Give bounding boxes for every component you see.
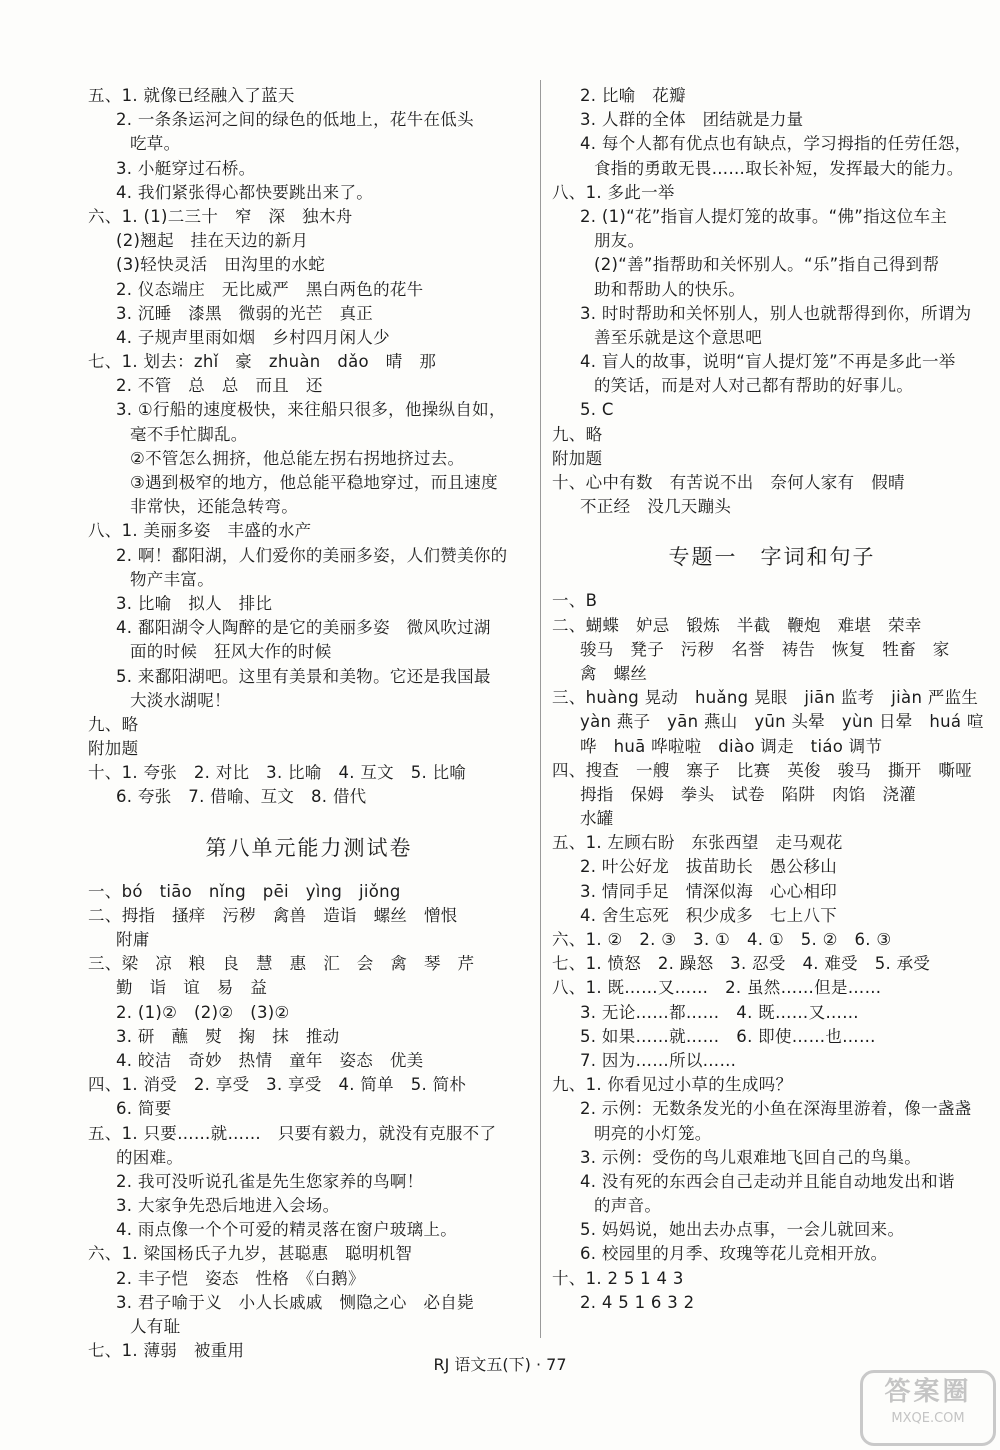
answer-line: 附加题 [552, 448, 603, 468]
answer-line: 拇指 保姆 拳头 试卷 陷阱 肉馅 浇灌 [580, 784, 916, 804]
answer-line: 3. 比喻 拟人 排比 [116, 593, 273, 613]
answer-line: 2. 仪态端庄 无比威严 黑白两色的花牛 [116, 279, 424, 299]
answer-line: 7. 因为……所以…… [580, 1050, 737, 1070]
answer-line: 3. 人群的全体 团结就是力量 [580, 110, 804, 130]
answer-line: 十、1. 2 5 1 4 3 [552, 1268, 684, 1288]
answer-line: 大淡水湖呢！ [130, 690, 231, 710]
section-title: 专题一 字词和句子 [668, 545, 876, 570]
answer-line: 哗 huā 哗啦啦 diào 调走 tiáo 调节 [580, 736, 883, 756]
answer-line: 3. 君子喻于义 小人长戚戚 恻隐之心 必自毙 [116, 1292, 474, 1312]
answer-line: 朋友。 [594, 231, 645, 251]
answer-line: 禽 螺丝 [580, 663, 648, 683]
answer-line: ③遇到极窄的地方，他总能平稳地穿过，而且速度 [130, 473, 498, 492]
answer-line: (2)“善”指帮助和关怀别人。“乐”指自己得到帮 [594, 255, 940, 275]
answer-line: 十、1. 夸张 2. 对比 3. 比喻 4. 互文 5. 比喻 [88, 763, 467, 783]
page-footer: RJ 语文五(下) · 77 [433, 1355, 567, 1374]
answer-line: 五、1. 只要……就…… 只要有毅力，就没有克服不了 [88, 1123, 497, 1143]
answer-line: 四、1. 消受 2. 享受 3. 享受 4. 简单 5. 简朴 [88, 1075, 467, 1095]
answer-line: 非常快，还能急转弯。 [130, 497, 298, 517]
answer-line: 4. 雨点像一个个可爱的精灵落在窗户玻璃上。 [116, 1220, 458, 1240]
answer-line: 2. (1)“花”指盲人提灯笼的故事。“佛”指这位车主 [580, 206, 948, 226]
answer-line: 4. 舍生忘死 积少成多 七上八下 [580, 905, 838, 925]
column-divider [540, 80, 541, 1338]
answer-line: 4. 每个人都有优点也有缺点，学习拇指的任劳任怨， [580, 134, 972, 154]
answer-line: 4. 没有死的东西会自己走动并且能自动地发出和谐 [580, 1171, 955, 1191]
answer-line: 5. 来鄱阳湖吧。这里有美景和美物。它还是我国最 [116, 666, 491, 686]
answer-line: 3. 小艇穿过石桥。 [116, 158, 256, 178]
answer-line: 三、梁 凉 粮 良 慧 惠 汇 会 禽 琴 芹 [88, 954, 475, 974]
answer-line: 3. 示例：受伤的鸟儿艰难地飞回自己的鸟巢。 [580, 1147, 922, 1167]
answer-line: 3. 时时帮助和关怀别人，别人也就帮得到你，所谓为 [580, 303, 972, 323]
answer-line: 4. 盲人的故事，说明“盲人提灯笼”不再是多此一举 [580, 352, 956, 372]
answer-line: 的困难。 [116, 1147, 184, 1167]
answer-line: 4. 皎洁 奇妙 热情 童年 姿态 优美 [116, 1050, 424, 1070]
answer-line: 八、1. 美丽多姿 丰盛的水产 [88, 521, 312, 541]
answer-line: 吃草。 [130, 134, 181, 154]
answer-line: 九、略 [88, 714, 139, 734]
left-column [88, 84, 530, 1363]
answer-line: yàn 燕子 yān 燕山 yūn 头晕 yùn 日晕 huá 喧 [580, 712, 984, 732]
answer-line: 附加题 [88, 739, 139, 759]
answer-line: 2. 叶公好龙 拔苗助长 愚公移山 [580, 857, 838, 877]
answer-line: 3. 情同手足 情深似海 心心相印 [580, 881, 838, 901]
answer-line: 不正经 没几天蹦头 [580, 497, 732, 517]
answer-line: 十、心中有数 有苦说不出 奈何人家有 假晴 [552, 473, 905, 492]
answer-line: 七、1. 愤怒 2. 躁怒 3. 忍受 4. 难受 5. 承受 [552, 954, 931, 974]
answer-line: 2. 我可没听说孔雀是先生您家养的鸟啊！ [116, 1171, 424, 1191]
answer-line: 4. 我们紧张得心都快要跳出来了。 [116, 182, 374, 202]
answer-line: 3. 研 蘸 熨 掬 抹 推动 [116, 1026, 340, 1046]
answer-line: (2)翘起 挂在天边的新月 [116, 231, 309, 251]
answer-line: 六、1. (1)二三十 窄 深 独木舟 [88, 206, 353, 226]
answer-line: (3)轻快灵活 田沟里的水蛇 [116, 255, 326, 275]
watermark-url: MXQE.COM [891, 1411, 965, 1426]
answer-line: 4. 子规声里雨如烟 乡村四月闲人少 [116, 327, 390, 347]
answer-line: 3. 沉睡 漆黑 微弱的光芒 真正 [116, 303, 374, 323]
answer-line: 5. 如果……就…… 6. 即使……也…… [580, 1026, 876, 1046]
answer-line: 九、略 [552, 424, 603, 444]
answer-line: 物产丰富。 [130, 569, 214, 589]
answer-line: 三、huàng 晃动 huǎng 晃眼 jiān 监考 jiàn 严监生 [552, 688, 979, 708]
answer-line: 助和帮助人的快乐。 [594, 279, 746, 299]
answer-line: 二、拇指 搔痒 污秽 禽兽 造诣 螺丝 憎恨 [88, 905, 458, 925]
answer-line: 的声音。 [594, 1196, 662, 1216]
answer-line: 八、1. 多此一举 [552, 182, 675, 202]
answer-line: 勤 诣 谊 易 益 [116, 978, 268, 998]
right-column [552, 84, 992, 1315]
answer-line: 2. 一条条运河之间的绿色的低地上，花牛在低头 [116, 110, 474, 130]
answer-line: 附庸 [116, 930, 150, 949]
answer-line: 5. C [580, 400, 614, 420]
watermark-title: 答案圈 [884, 1377, 972, 1407]
watermark-logo [860, 1370, 996, 1446]
answer-line: 二、蝴蝶 妒忌 锻炼 半截 鞭炮 难堪 荣幸 [552, 615, 922, 635]
answer-line: 五、1. 左顾右盼 东张西望 走马观花 [552, 833, 843, 853]
answer-line: 九、1. 你看见过小草的生成吗？ [552, 1075, 793, 1095]
answer-line: 骏马 凳子 污秽 名誉 祷告 恢复 牲畜 家 [580, 639, 950, 659]
answer-line: 3. 无论……都…… 4. 既……又…… [580, 1002, 859, 1022]
answer-line: 2. 4 5 1 6 3 2 [580, 1292, 695, 1312]
answer-line: 八、1. 既……又…… 2. 虽然……但是…… [552, 978, 882, 998]
answer-line: 食指的勇敢无畏……取长补短，发挥最大的能力。 [594, 158, 964, 178]
answer-line: 七、1. 薄弱 被重用 [88, 1341, 245, 1361]
answer-line: 面的时候 狂风大作的时候 [130, 642, 332, 662]
answer-line: 五、1. 就像已经融入了蓝天 [88, 86, 295, 105]
answer-line: 4. 鄱阳湖令人陶醉的是它的美丽多姿 微风吹过湖 [116, 618, 491, 638]
answer-line: 一、B [552, 591, 598, 611]
answer-line: 2. (1)② (2)② (3)② [116, 1002, 290, 1022]
answer-line: 六、1. 梁国杨氏子九岁，甚聪惠 聪明机智 [88, 1244, 413, 1264]
answer-line: 人有耻 [130, 1317, 181, 1336]
answer-line: 善至乐就是这个意思吧 [594, 327, 762, 347]
answer-line: 6. 简要 [116, 1099, 172, 1119]
answer-line: 六、1. ② 2. ③ 3. ① 4. ① 5. ② 6. ③ [552, 930, 892, 949]
answer-line: 七、1. 划去：zhǐ 豪 zhuàn dǎo 晴 那 [88, 352, 437, 372]
answer-line: 5. 妈妈说，她出去办点事，一会儿就回来。 [580, 1220, 905, 1240]
answer-line: 6. 校园里的月季、玫瑰等花儿竞相开放。 [580, 1244, 888, 1264]
answer-line: 6. 夸张 7. 借喻、互文 8. 借代 [116, 787, 367, 807]
answer-line: 2. 示例：无数条发光的小鱼在深海里游着，像一盏盏 [580, 1099, 972, 1119]
answer-line: 毫不手忙脚乱。 [130, 424, 248, 444]
answer-line: 2. 不管 总 总 而且 还 [116, 376, 323, 396]
answer-line: 2. 丰子恺 姿态 性格 《白鹅》 [116, 1268, 365, 1288]
answer-line: 明亮的小灯笼。 [594, 1123, 712, 1143]
answer-line: ②不管怎么拥挤，他总能左拐右拐地挤过去。 [130, 448, 465, 468]
answer-line: 的笑话，而是对人对己都有帮助的好事儿。 [594, 376, 914, 396]
answer-line: 一、bó tiāo nǐng pēi yìng jiǒng [88, 881, 401, 901]
answer-line: 3. ①行船的速度极快，来往船只很多，他操纵自如， [116, 400, 506, 420]
answer-line: 2. 比喻 花瓣 [580, 86, 686, 105]
answer-line: 四、搜查 一艘 寨子 比赛 英俊 骏马 撕开 嘶哑 [552, 760, 972, 780]
section-title: 第八单元能力测试卷 [205, 835, 413, 860]
answer-line: 3. 大家争先恐后地进入会场。 [116, 1196, 340, 1216]
answer-line: 水罐 [580, 809, 614, 829]
answer-line: 2. 啊！鄱阳湖，人们爱你的美丽多姿，人们赞美你的 [116, 545, 508, 565]
